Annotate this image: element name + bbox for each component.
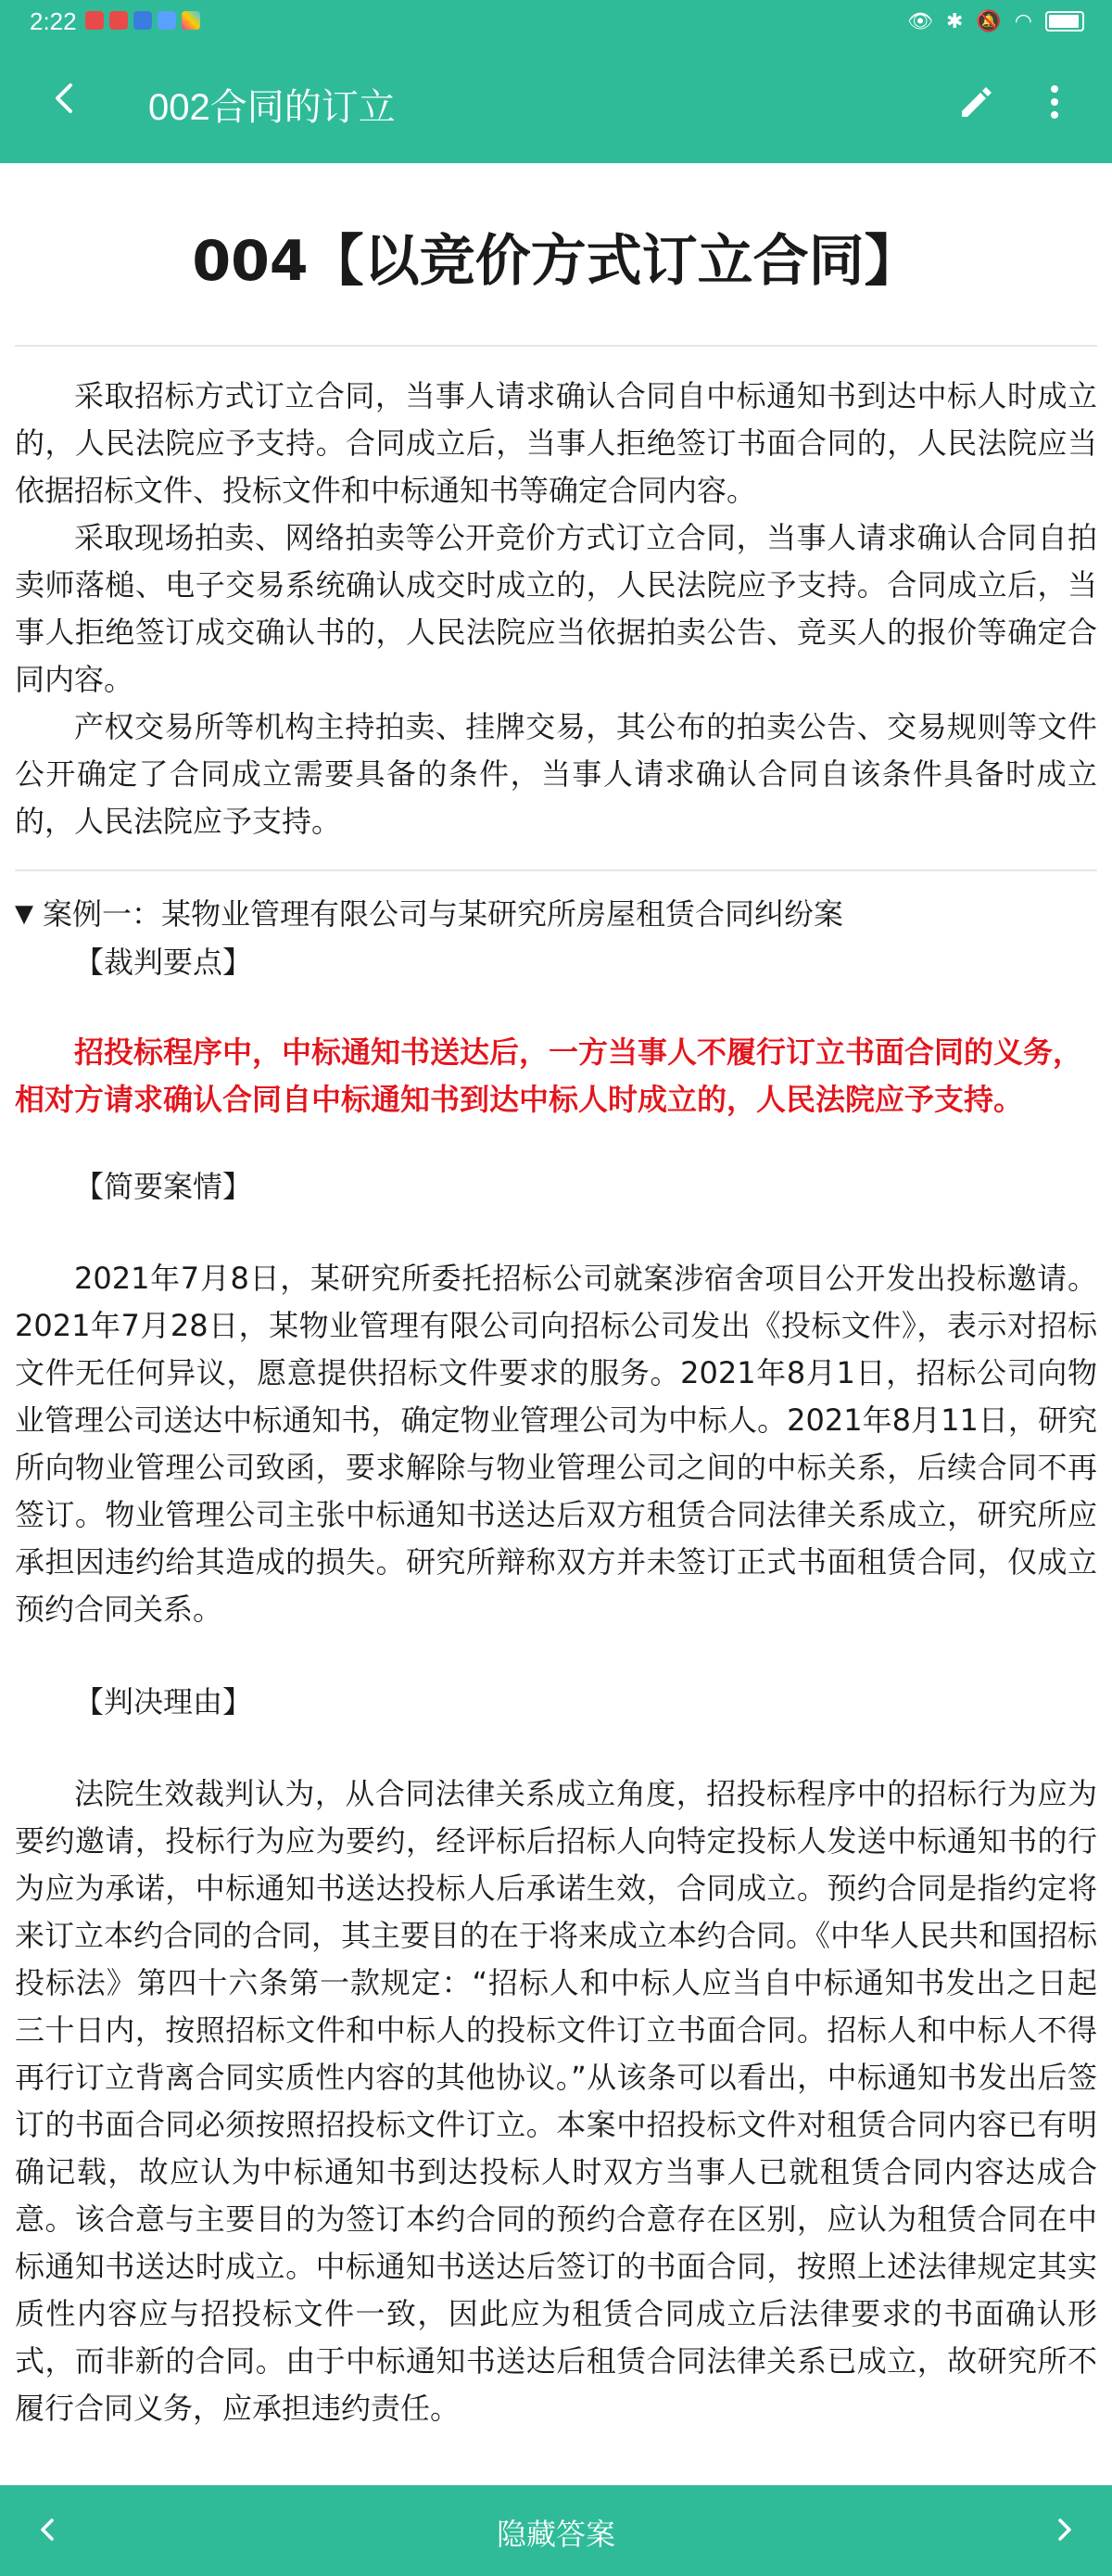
key-points-text: 招投标程序中，中标通知书送达后，一方当事人不履行订立书面合同的义务，相对方请求确认合同自中标通知书到达中标人时成立的，人民法院应予支持。 <box>15 1034 1083 1117</box>
system-status-icons <box>907 9 1084 33</box>
article-title: 004【以竞价方式订立合同】 <box>192 229 920 294</box>
back-button[interactable] <box>44 76 89 121</box>
facts-heading: 【简要案情】 <box>74 1169 253 1204</box>
reasons-heading: 【判决理由】 <box>74 1684 253 1719</box>
app-notification-icon <box>133 11 152 30</box>
mute-icon: 🔕 <box>976 9 1002 32</box>
wifi-icon: ◠ <box>1014 9 1032 32</box>
hide-answer-button[interactable]: 隐藏答案 <box>496 2517 615 2552</box>
cloud-icon <box>158 11 176 30</box>
status-bar <box>0 0 1112 44</box>
app-notification-icon <box>85 11 104 30</box>
notification-icons <box>85 11 200 30</box>
case-title: 案例一：某物业管理有限公司与某研究所房屋租赁合同纠纷案 <box>43 896 844 932</box>
case-toggle[interactable] <box>15 894 1097 934</box>
eye-icon: 👁 <box>907 9 933 32</box>
article-content[interactable] <box>15 163 1097 2485</box>
key-points-heading: 【裁判要点】 <box>74 945 253 980</box>
chevron-right-icon <box>1045 2511 1082 2548</box>
page-title: 002合同的订立 <box>148 87 396 128</box>
chevron-left-icon <box>44 76 89 121</box>
divider <box>15 869 1097 871</box>
app-bar <box>0 44 1112 163</box>
app-notification-icon <box>109 11 128 30</box>
bluetooth-icon: ✱ <box>945 9 964 32</box>
more-vert-icon <box>1032 80 1077 124</box>
pencil-icon <box>954 80 999 124</box>
article-paragraph: 采取招标方式订立合同，当事人请求确认合同自中标通知书到达中标人时成立的，人民法院应予支持。合同成立后，当事人拒绝签订书面合同的，人民法院应当依据招标文件、投标文件和中标通知书等确定合同内容。 <box>15 378 1097 508</box>
triangle-down-icon: ▼ <box>15 900 33 928</box>
reasons-text: 法院生效裁判认为，从合同法律关系成立角度，招投标程序中的招标行为应为要约邀请，投标行为应为要约，经评标后招标人向特定投标人发送中标通知书的行为应为承诺，中标通知书送达投标人后承诺生效，合同成立。预约合同是指约定将来订立本约合同的合同，其主要目的在于将来成立本约合同。《中华人民共和国招标投标法》第四十六条第一款规定：“招标人和中标人应当自中标通知书发出之日起三十日内，按照招标文件和中标人的投标文件订立书面合同。招标人和中标人不得再行订立背离合同实质性内容的其他协议。”从该条可以看出，中标通知书发出后签订的书面合同必须按照招投标文件订立。本案中招投标文件对租赁合同内容已有明确记载，故应认为中标通知书到达投标人时双方当事人已就租赁合同内容达成合意。该合意与主要目的为签订本约合同的预约合意存在区别，应认为租赁合同在中标通知书送达时成立。中标通知书送达后签订的书面合同，按照上述法律规定其实质性内容应与招投标文件一致，因此应为租赁合同成立后法律要求的书面确认形式，而非新的合同。由于中标通知书送达后租赁合同法律关系已成立，故研究所不履行合同义务，应承担违约责任。 <box>15 1776 1097 2426</box>
article-paragraph: 采取现场拍卖、网络拍卖等公开竞价方式订立合同，当事人请求确认合同自拍卖师落槌、电子交易系统确认成交时成立的，人民法院应予支持。合同成立后，当事人拒绝签订成交确认书的，人民法院应当依据拍卖公告、竞买人的报价等确定合同内容。 <box>15 520 1097 697</box>
bottom-bar <box>0 2485 1112 2576</box>
status-time: 2:22 <box>30 7 77 35</box>
battery-icon <box>1045 11 1084 32</box>
more-options-button[interactable] <box>1032 80 1077 124</box>
app-notification-icon <box>182 11 200 30</box>
next-button[interactable] <box>1045 2511 1082 2548</box>
facts-text: 2021年7月8日，某研究所委托招标公司就案涉宿舍项目公开发出投标邀请。2021年7月28日，某物业管理有限公司向招标公司发出《投标文件》，表示对招标文件无任何异议，愿意提供招标文件要求的服务。2021年8月1日，招标公司向物业管理公司送达中标通知书，确定物业管理公司为中标人。2021年8月11日，研究所向物业管理公司致函，要求解除与物业管理公司之间的中标关系，后续合同不再签订。物业管理公司主张中标通知书送达后双方租赁合同法律关系成立，研究所应承担因违约给其造成的损失。研究所辩称双方并未签订正式书面租赁合同，仅成立预约合同关系。 <box>15 1261 1097 1627</box>
divider <box>15 345 1097 347</box>
article-paragraph: 产权交易所等机构主持拍卖、挂牌交易，其公布的拍卖公告、交易规则等文件公开确定了合同成立需要具备的条件，当事人请求确认合同自该条件具备时成立的，人民法院应予支持。 <box>15 709 1097 839</box>
edit-button[interactable] <box>954 80 999 124</box>
